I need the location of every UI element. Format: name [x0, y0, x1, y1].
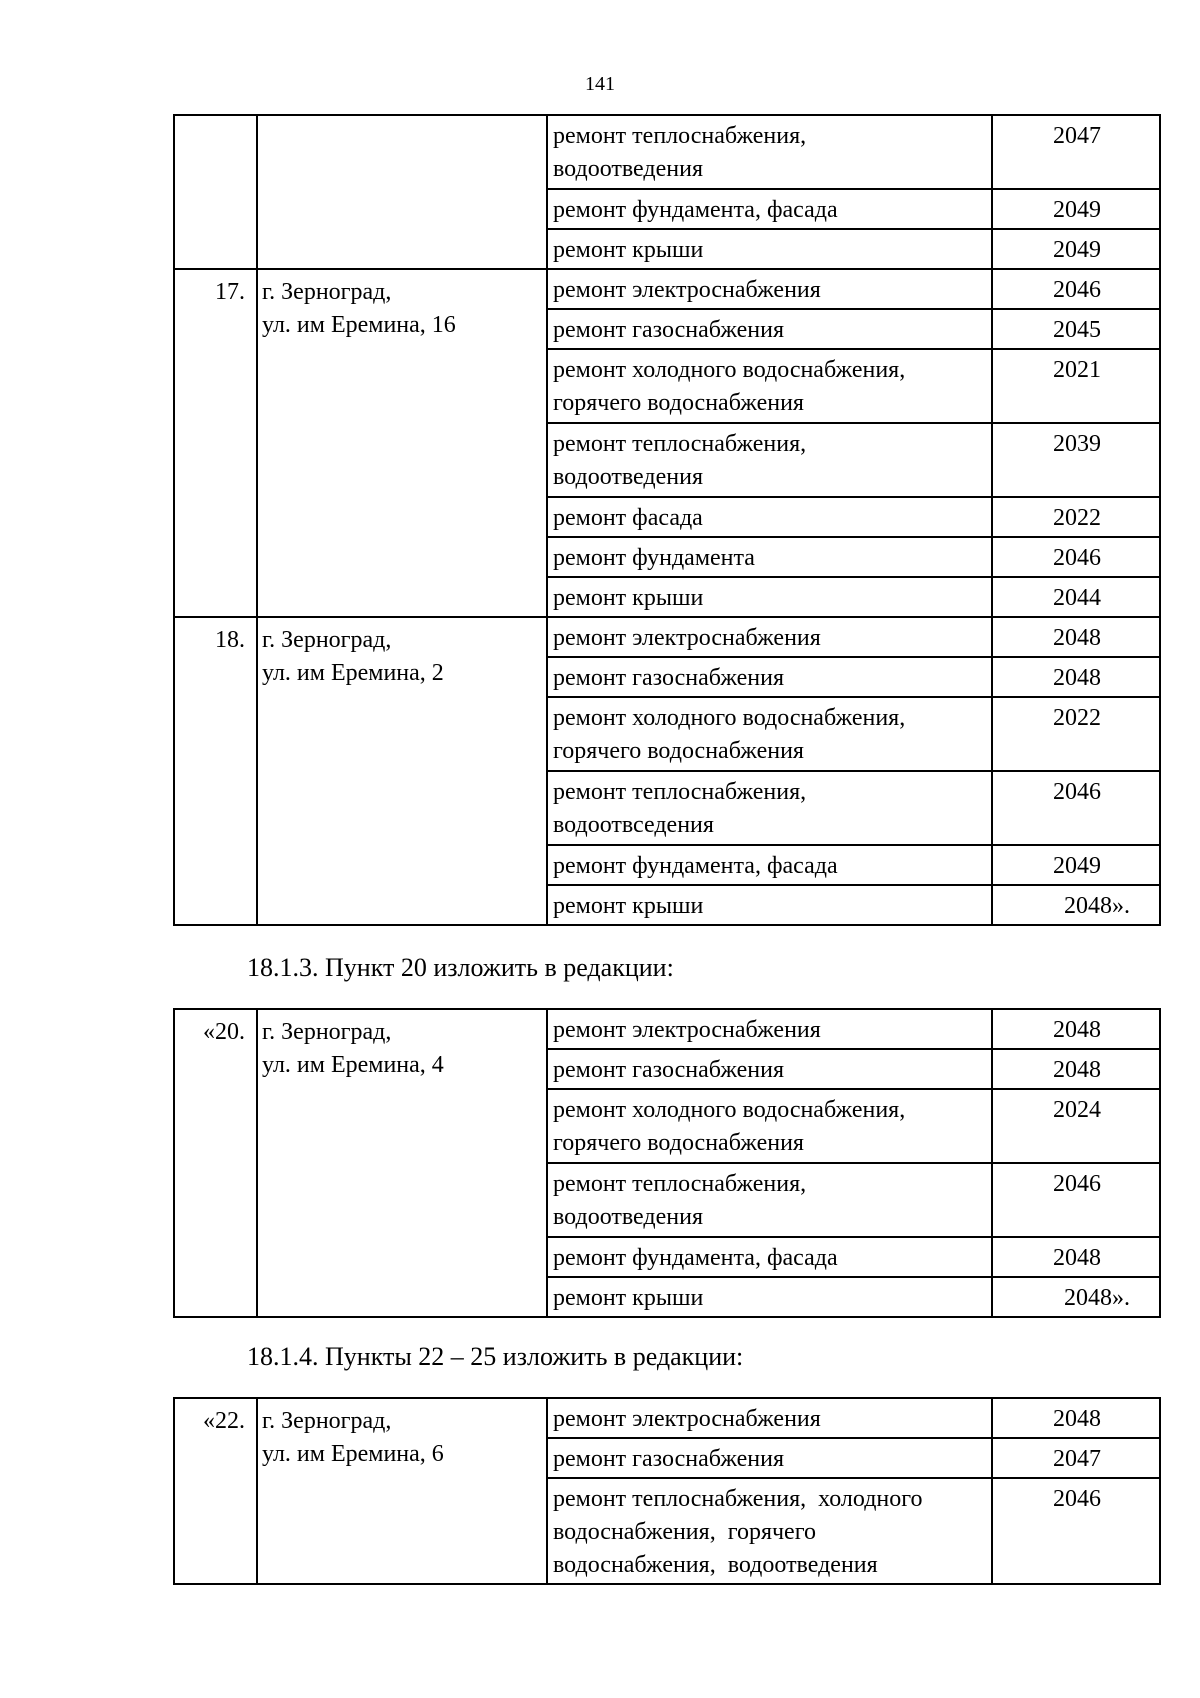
year-cell: 2046 — [992, 1478, 1160, 1584]
address-cell: г. Зерноград, ул. им Еремина, 6 — [257, 1398, 547, 1584]
work-type-cell: ремонт теплоснабжения, водоотведения — [547, 1163, 992, 1237]
year-cell: 2048». — [992, 885, 1160, 925]
work-type-cell: ремонт газоснабжения — [547, 309, 992, 349]
work-type-cell: ремонт электроснабжения — [547, 1398, 992, 1438]
works-table-2 — [173, 1008, 1161, 1318]
year-cell: 2046 — [992, 771, 1160, 845]
row-number-cell: 17. — [174, 269, 257, 617]
table-row — [174, 115, 1160, 189]
table-row — [174, 269, 1160, 309]
year-cell: 2049 — [992, 189, 1160, 229]
work-type-cell: ремонт фундамента — [547, 537, 992, 577]
year-cell: 2048 — [992, 1049, 1160, 1089]
year-cell: 2048 — [992, 657, 1160, 697]
address-cell — [257, 115, 547, 269]
year-cell: 2021 — [992, 349, 1160, 423]
work-type-cell: ремонт электроснабжения — [547, 617, 992, 657]
paragraph-18-1-3: 18.1.3. Пункт 20 изложить в редакции: — [247, 953, 674, 982]
work-type-cell: ремонт газоснабжения — [547, 1049, 992, 1089]
year-cell: 2039 — [992, 423, 1160, 497]
table-row — [174, 1398, 1160, 1438]
year-cell: 2022 — [992, 697, 1160, 771]
works-table-1 — [173, 114, 1161, 926]
year-cell: 2047 — [992, 115, 1160, 189]
paragraph-18-1-4: 18.1.4. Пункты 22 – 25 изложить в редакции: — [247, 1342, 744, 1371]
work-type-cell: ремонт фундамента, фасада — [547, 845, 992, 885]
address-cell: г. Зерноград, ул. им Еремина, 2 — [257, 617, 547, 925]
work-type-cell: ремонт теплоснабжения, холодного водоснабжения, горячего водоснабжения, водоотведения — [547, 1478, 992, 1584]
row-number-cell: 18. — [174, 617, 257, 925]
row-number-cell — [174, 115, 257, 269]
table-row — [174, 1009, 1160, 1049]
work-type-cell: ремонт фундамента, фасада — [547, 1237, 992, 1277]
work-type-cell: ремонт газоснабжения — [547, 1438, 992, 1478]
work-type-cell: ремонт крыши — [547, 1277, 992, 1317]
work-type-cell: ремонт теплоснабжения, водоотведения — [547, 423, 992, 497]
work-type-cell — [547, 115, 992, 189]
year-cell: 2048 — [992, 617, 1160, 657]
table-row — [174, 617, 1160, 657]
work-type-cell: ремонт холодного водоснабжения, горячего водоснабжения — [547, 1089, 992, 1163]
year-cell: 2048». — [992, 1277, 1160, 1317]
address-cell: г. Зерноград, ул. им Еремина, 16 — [257, 269, 547, 617]
work-type-cell: ремонт фасада — [547, 497, 992, 537]
year-cell: 2024 — [992, 1089, 1160, 1163]
year-cell: 2047 — [992, 1438, 1160, 1478]
work-type-cell: ремонт теплоснабжения, водоотвседения — [547, 771, 992, 845]
page-number: 141 — [585, 73, 615, 95]
year-cell: 2045 — [992, 309, 1160, 349]
work-type: ремонт теплоснабжения, водоотведения — [553, 123, 807, 182]
work-type-cell: ремонт фундамента, фасада — [547, 189, 992, 229]
year-cell: 2048 — [992, 1237, 1160, 1277]
address-cell: г. Зерноград, ул. им Еремина, 4 — [257, 1009, 547, 1317]
row-number-cell: «22. — [174, 1398, 257, 1584]
work-type-cell: ремонт крыши — [547, 229, 992, 269]
year-cell: 2049 — [992, 229, 1160, 269]
year-cell: 2049 — [992, 845, 1160, 885]
work-type-cell: ремонт электроснабжения — [547, 269, 992, 309]
year-cell: 2046 — [992, 537, 1160, 577]
year-cell: 2044 — [992, 577, 1160, 617]
work-type-cell: ремонт электроснабжения — [547, 1009, 992, 1049]
year-cell: 2048 — [992, 1009, 1160, 1049]
year-cell: 2022 — [992, 497, 1160, 537]
year-cell: 2046 — [992, 269, 1160, 309]
work-type-cell: ремонт крыши — [547, 577, 992, 617]
row-number-cell: «20. — [174, 1009, 257, 1317]
year-cell: 2048 — [992, 1398, 1160, 1438]
work-type-cell: ремонт холодного водоснабжения, горячего водоснабжения — [547, 349, 992, 423]
work-type-cell: ремонт крыши — [547, 885, 992, 925]
work-type-cell: ремонт газоснабжения — [547, 657, 992, 697]
work-type-cell: ремонт холодного водоснабжения, горячего водоснабжения — [547, 697, 992, 771]
year-cell: 2046 — [992, 1163, 1160, 1237]
works-table-3 — [173, 1397, 1161, 1585]
